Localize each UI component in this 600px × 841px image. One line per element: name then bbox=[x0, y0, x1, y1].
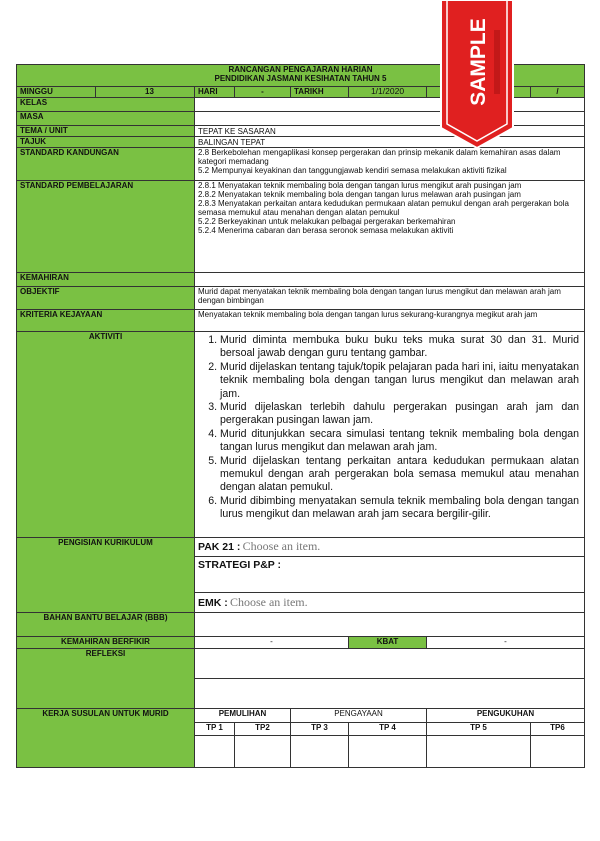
standard-pembelajaran-value bbox=[195, 181, 585, 273]
tp-1-cell bbox=[195, 736, 235, 768]
aktiviti-list bbox=[198, 334, 581, 522]
kemahiran-berfikir-value: - bbox=[195, 637, 349, 649]
tp-1-header: TP 1 bbox=[195, 723, 235, 736]
tp-6-cell bbox=[531, 736, 585, 768]
minggu-value: 13 bbox=[145, 87, 154, 96]
title-line-1: RANCANGAN PENGAJARAN HARIAN bbox=[228, 65, 373, 74]
tp-4-cell bbox=[349, 736, 427, 768]
sp-line: 5.2.2 Berkeyakinan untuk melakukan pelbagai pergerakan berkemahiran bbox=[198, 217, 456, 226]
kbat-label: KBAT bbox=[349, 637, 427, 649]
group-pemulihan: PEMULIHAN bbox=[195, 709, 291, 723]
pengisian-kurikulum-label: PENGISIAN KURIKULUM bbox=[17, 538, 195, 613]
tp-5-header: TP 5 bbox=[427, 723, 531, 736]
standard-pembelajaran-label: STANDARD PEMBELAJARAN bbox=[17, 181, 195, 273]
bbb-label: BAHAN BANTU BELAJAR (BBB) bbox=[17, 613, 195, 637]
group-pengukuhan: PENGUKUHAN bbox=[427, 709, 585, 723]
minggu-cell bbox=[17, 87, 195, 98]
strategi-label: STRATEGI P&P : bbox=[198, 559, 282, 571]
aktiviti-value bbox=[195, 332, 585, 538]
emk-dropdown[interactable]: Choose an item. bbox=[229, 594, 308, 609]
tajuk-label: TAJUK bbox=[17, 137, 195, 148]
kelas-value bbox=[195, 98, 585, 112]
tarikh-label: TARIKH bbox=[291, 87, 349, 98]
tp-5-cell bbox=[427, 736, 531, 768]
kemahiran-berfikir-label: KEMAHIRAN BERFIKIR bbox=[17, 637, 195, 649]
aktiviti-item: 6. Murid dibimbing menyatakan semula teknik membaling bola dengan tangan lurus mengikut dan melawan arah jam secara bergilir-gilir. bbox=[220, 495, 579, 522]
sp-line: 2.8.2 Menyatakan teknik membaling bola dengan tangan lurus melawan arah pusingan jam bbox=[198, 190, 521, 199]
kriteria-kejayaan-label: KRITERIA KEJAYAAN bbox=[17, 310, 195, 332]
tajuk-value: BALINGAN TEPAT bbox=[195, 137, 585, 148]
pak21-label: PAK 21 : bbox=[198, 541, 241, 553]
tp-4-header: TP 4 bbox=[349, 723, 427, 736]
kriteria-kejayaan-value: Menyatakan teknik membaling bola dengan tangan lurus sekurang-kurangnya megikut arah jam bbox=[195, 310, 585, 332]
tp-3-header: TP 3 bbox=[291, 723, 349, 736]
tp-2-cell bbox=[235, 736, 291, 768]
kemahiran-value bbox=[195, 273, 585, 287]
tp-6-header: TP6 bbox=[531, 723, 585, 736]
standard-kandungan-value bbox=[195, 148, 585, 181]
aktiviti-label: AKTIVITI bbox=[17, 332, 195, 538]
emk-label: EMK : bbox=[198, 596, 228, 609]
kelas-label: KELAS bbox=[17, 98, 195, 112]
aktiviti-item: 2. Murid dijelaskan tentang tajuk/topik pelajaran pada hari ini, iaitu menyatakan teknik membaling bola dengan tangan lurus mengikut dan melawan arah jam. bbox=[220, 361, 579, 401]
sample-stamp bbox=[437, 0, 517, 150]
objektif-value: Murid dapat menyatakan teknik membaling bola dengan tangan lurus mengikut dan melawan arah jam dengan bimbingan bbox=[195, 287, 585, 310]
kemahiran-label: KEMAHIRAN bbox=[17, 273, 195, 287]
masa-value bbox=[195, 112, 585, 126]
tema-value: TEPAT KE SASARAN bbox=[195, 126, 585, 137]
extra-value: / bbox=[531, 87, 585, 98]
sample-stamp-text: SAMPLE bbox=[467, 18, 490, 106]
sample-stamp-strip bbox=[494, 30, 500, 94]
hari-value: - bbox=[235, 87, 291, 98]
bbb-value bbox=[195, 613, 585, 637]
lesson-plan-document bbox=[16, 64, 584, 768]
kerja-susulan-label: KERJA SUSULAN UNTUK MURID bbox=[17, 709, 195, 768]
refleksi-line-2 bbox=[195, 679, 585, 709]
standard-kandungan-label: STANDARD KANDUNGAN bbox=[17, 148, 195, 181]
sp-line: 2.8.1 Menyatakan teknik membaling bola dengan tangan lurus mengikut arah pusingan jam bbox=[198, 181, 522, 190]
refleksi-label: REFLEKSI bbox=[17, 649, 195, 709]
title-line-2: PENDIDIKAN JASMANI KESIHATAN TAHUN 5 bbox=[214, 74, 387, 83]
refleksi-line-1 bbox=[195, 649, 585, 679]
masa-label: MASA bbox=[17, 112, 195, 126]
minggu-label: MINGGU bbox=[20, 87, 53, 96]
kbat-value: - bbox=[427, 637, 585, 649]
emk-cell bbox=[195, 593, 585, 613]
sk-line: 5.2 Mempunyai keyakinan dan tanggungjawab kendiri semasa melakukan aktiviti fizikal bbox=[198, 166, 507, 175]
hari-label: HARI bbox=[195, 87, 235, 98]
aktiviti-item: 5. Murid dijelaskan tentang perkaitan antara kedudukan permukaan alatan memukul dengan arah pergerakan bola semasa memukul atau menahan dengan alatan pemukul. bbox=[220, 455, 579, 495]
tp-2-header: TP2 bbox=[235, 723, 291, 736]
strategi-cell bbox=[195, 557, 585, 593]
tp-3-cell bbox=[291, 736, 349, 768]
aktiviti-item: 1. Murid diminta membuka buku buku teks muka surat 30 dan 31. Murid bersoal jawab dengan guru tentang gambar. bbox=[220, 334, 579, 361]
group-pengayaan: PENGAYAAN bbox=[291, 709, 427, 723]
pak21-cell bbox=[195, 538, 585, 557]
sk-line: 2.8 Berkebolehan mengaplikasi konsep pergerakan dan prinsip mekanik dalam kemahiran asas dalam kategori memadang bbox=[198, 148, 561, 166]
aktiviti-item: 4. Murid ditunjukkan secara simulasi tentang teknik membaling bola dengan tangan lurus mengikut dan melawan arah jam. bbox=[220, 428, 579, 455]
lesson-plan-table bbox=[16, 64, 585, 768]
sp-line: 2.8.3 Menyatakan perkaitan antara kedudukan permukaan alatan pemukul dengan arah pergerakan bola semasa memukul atau menahan dengan alatan pemukul bbox=[198, 199, 569, 217]
tarikh-value: 1/1/2020 bbox=[349, 87, 427, 98]
aktiviti-item: 3. Murid dijelaskan terlebih dahulu pergerakan pusingan arah jam dan pergerakan pusingan lawan jam. bbox=[220, 401, 579, 428]
objektif-label: OBJEKTIF bbox=[17, 287, 195, 310]
tema-label: TEMA / UNIT bbox=[17, 126, 195, 137]
pak21-dropdown[interactable]: Choose an item. bbox=[242, 539, 321, 553]
sp-line: 5.2.4 Menerima cabaran dan berasa seronok semasa melakukan aktiviti bbox=[198, 226, 454, 235]
